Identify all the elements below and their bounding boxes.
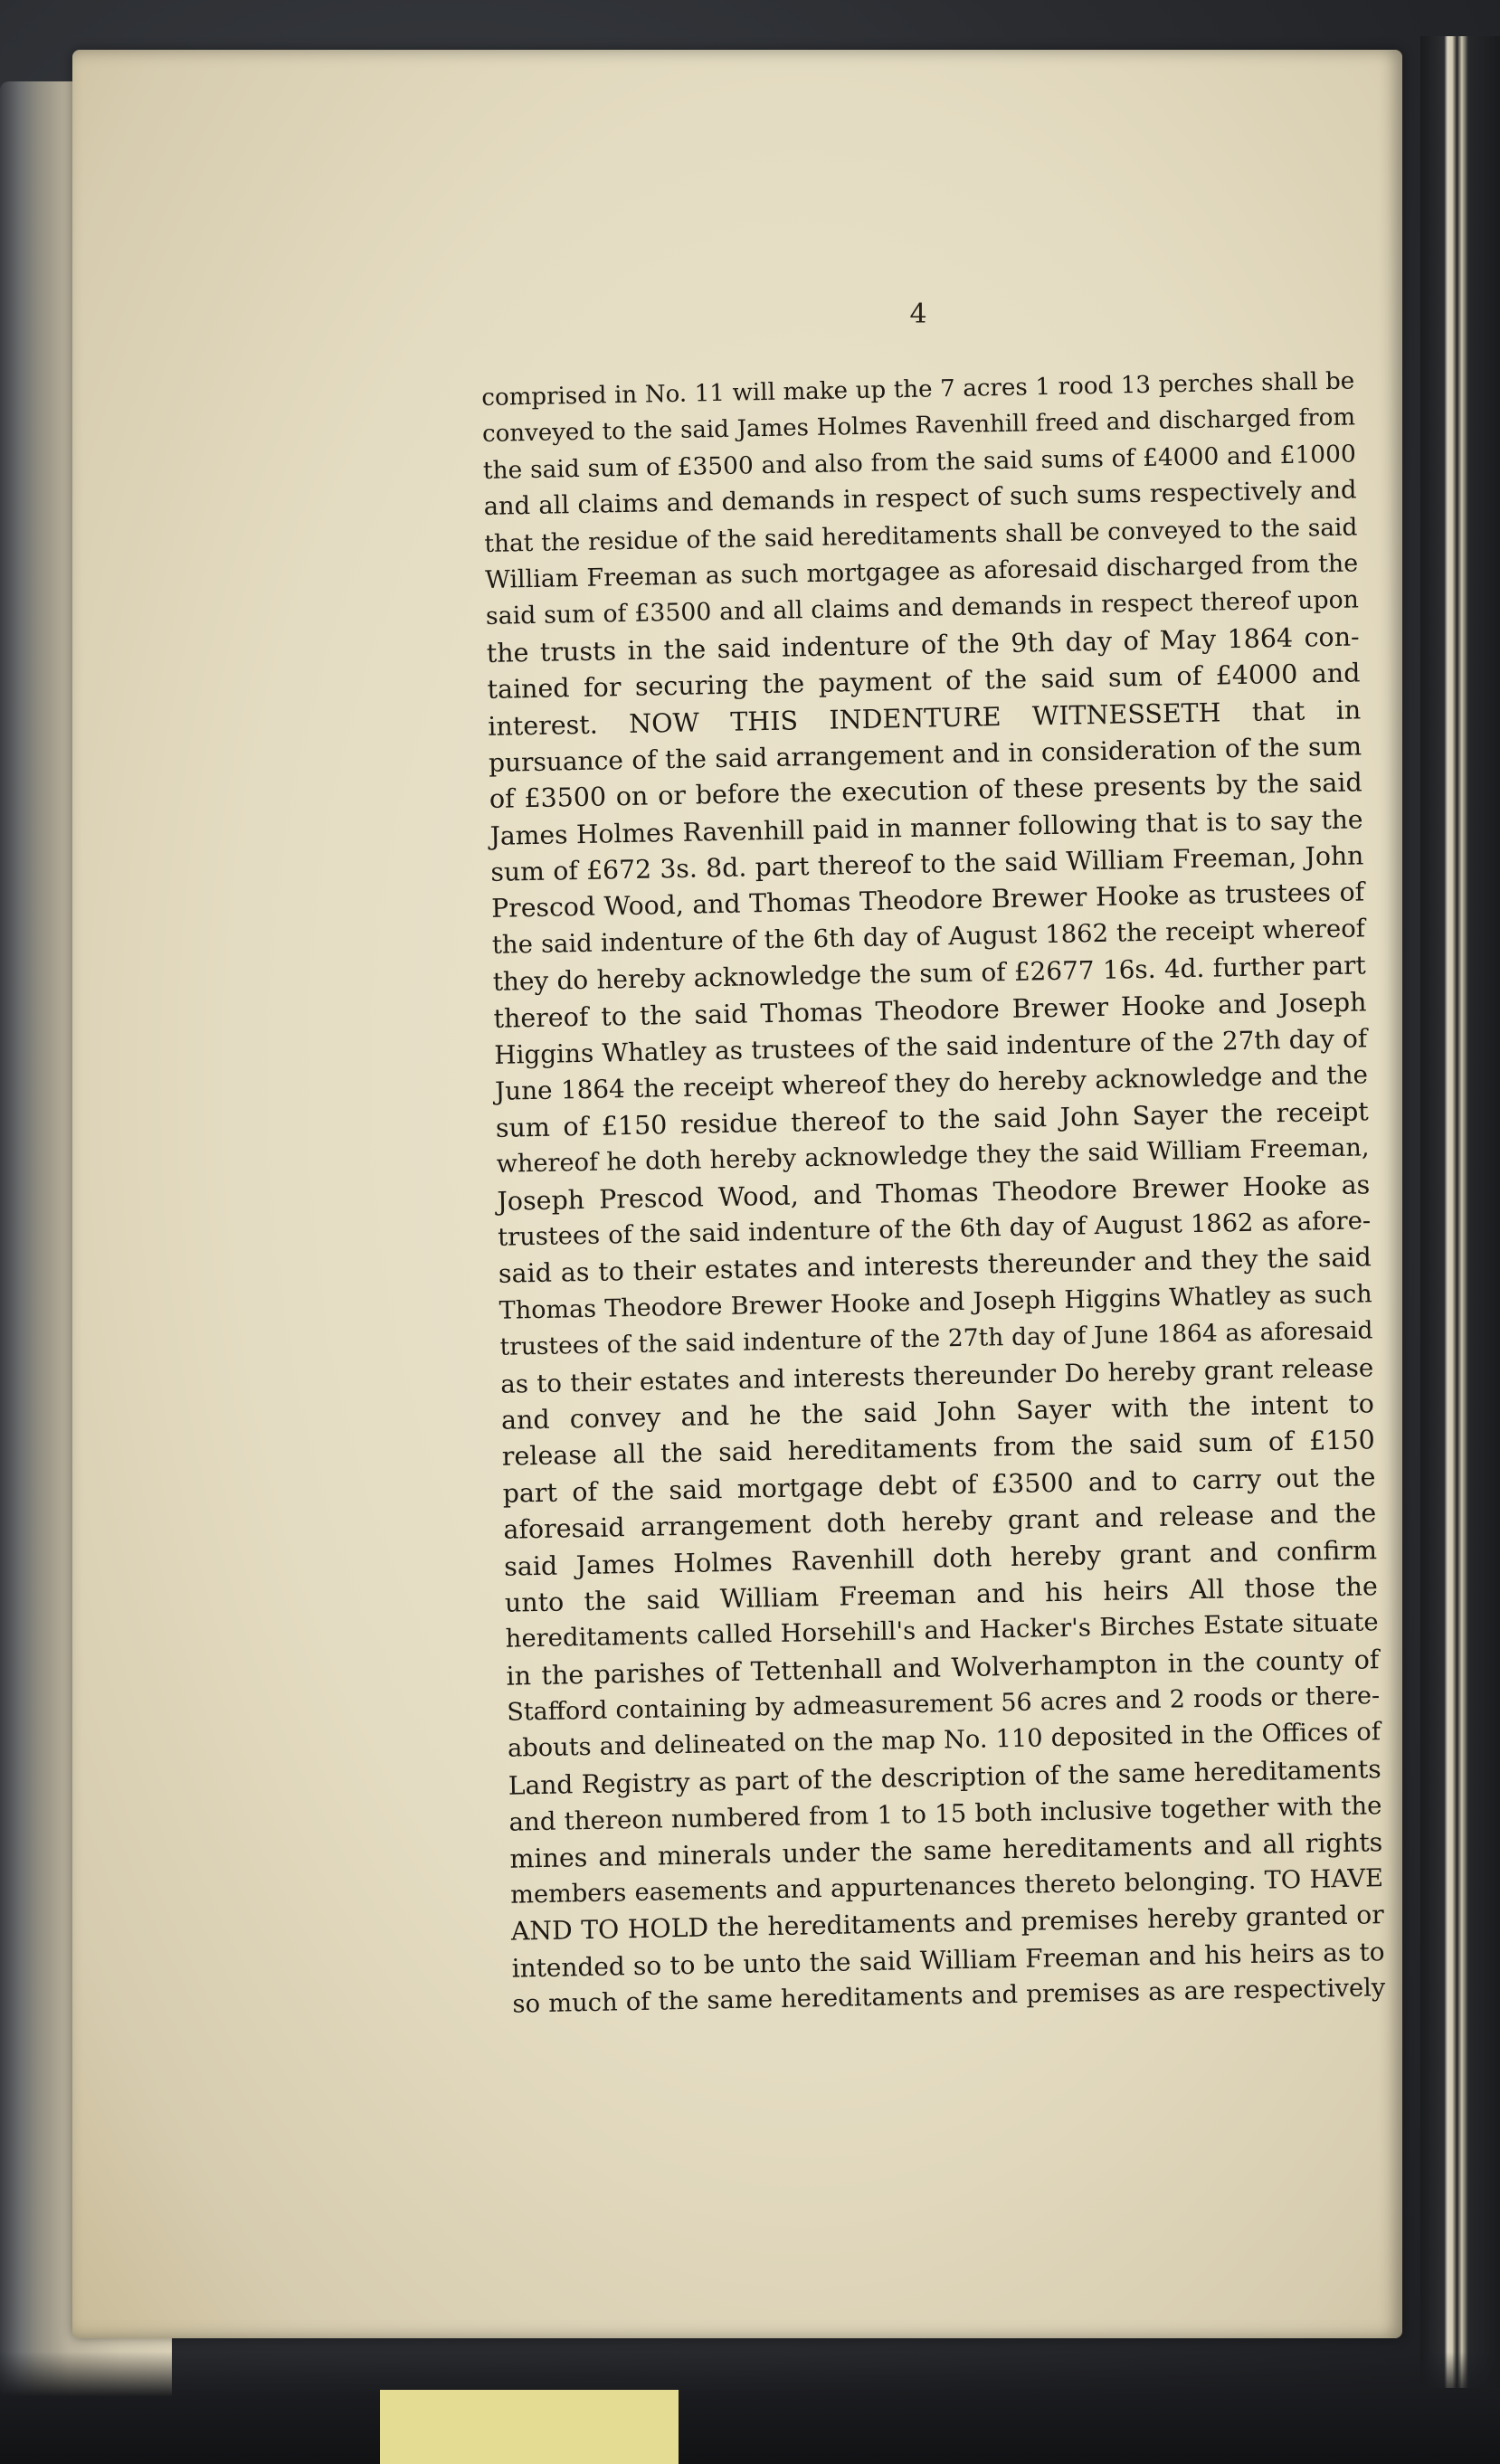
text-line: aforesaid arrangement doth hereby grant and release and the: [503, 1498, 1377, 1545]
text-line: trustees of the said indenture of the 6th day of August 1862 as afore-: [497, 1207, 1372, 1252]
text-line: Thomas Theodore Brewer Hooke and Joseph Higgins Whatley as such: [498, 1280, 1372, 1325]
text-line: Joseph Prescod Wood, and Thomas Theodore Brewer Hooke as: [497, 1169, 1371, 1217]
text-line: June 1864 the receipt whereof they do hereby acknowledge and the: [494, 1059, 1369, 1107]
page-number: 4: [909, 299, 927, 330]
text-line: that the residue of the said hereditaments shall be conveyed to the said: [484, 514, 1358, 558]
text-line: as to their estates and interests thereunder Do hereby grant release: [499, 1351, 1374, 1399]
text-line: part of the said mortgage debt of £3500 and to carry out the: [502, 1461, 1376, 1509]
text-line: sum of £672 3s. 8d. part thereof to the said William Freeman, John: [490, 840, 1364, 887]
text-line: and all claims and demands in respect of such sums respectively and: [483, 476, 1357, 522]
text-line: and convey and he the said John Sayer with the intent to: [500, 1388, 1375, 1436]
text-line: trustees of the said indenture of the 27th day of June 1864 as aforesaid: [499, 1316, 1373, 1361]
text-line: intended so to be unto the said William Freeman and his heirs as to: [511, 1936, 1385, 1984]
text-line: James Holmes Ravenhill paid in manner following that is to say the: [489, 804, 1363, 851]
text-line: the trusts in the said indenture of the 9th day of May 1864 con-: [486, 621, 1360, 668]
text-line: whereof he doth hereby acknowledge they the said William Freeman,: [496, 1133, 1370, 1180]
text-line: interest. NOW THIS INDENTURE WITNESSETH that in: [488, 694, 1362, 742]
text-line: and thereon numbered from 1 to 15 both inclusive together with the: [508, 1790, 1382, 1837]
text-line: unto the said William Freeman and his heirs All those the: [504, 1571, 1379, 1618]
text-line: of £3500 on or before the execution of these presents by the said: [489, 767, 1363, 815]
text-line: hereditaments called Horsehill's and Hacker's Birches Estate situate: [505, 1608, 1379, 1654]
text-line: so much of the same hereditaments and premises as are respectively: [512, 1974, 1386, 2019]
text-line: release all the said hereditaments from the said sum of £150: [501, 1425, 1375, 1473]
text-line: mines and minerals under the same hereditaments and all rights: [509, 1826, 1383, 1874]
text-line: abouts and delineated on the map No. 110 deposited in the Offices of: [507, 1718, 1381, 1764]
text-line: conveyed to the said James Holmes Ravenhill freed and discharged from: [481, 403, 1356, 449]
paper-tab: [380, 2390, 679, 2464]
text-line: Stafford containing by admeasurement 56 acres and 2 roods or there-: [506, 1682, 1381, 1727]
text-line: Land Registry as part of the description of the same hereditaments: [508, 1754, 1381, 1801]
text-line: Prescod Wood, and Thomas Theodore Brewer Hooke as trustees of: [490, 877, 1365, 924]
bottom-shadow: [0, 2352, 1500, 2464]
text-line: comprised in No. 11 will make up the 7 acres 1 rood 13 perches shall be: [481, 367, 1355, 412]
text-line: thereof to the said Thomas Theodore Brewer Hooke and Joseph: [493, 986, 1367, 1034]
text-line: said James Holmes Ravenhill doth hereby grant and confirm: [503, 1534, 1378, 1582]
text-line: the said sum of £3500 and also from the said sums of £4000 and £1000: [482, 440, 1357, 485]
text-line: members easements and appurtenances thereto belonging. TO HAVE: [509, 1864, 1384, 1910]
book-binding-edge: [1420, 36, 1500, 2388]
body-text: [481, 363, 1386, 2023]
text-line: Higgins Whatley as trustees of the said indenture of the 27th day of: [494, 1023, 1368, 1070]
text-line: tained for securing the payment of the said sum of £4000 and: [487, 658, 1361, 706]
text-line: in the parishes of Tettenhall and Wolverhampton in the county of: [506, 1644, 1380, 1692]
text-line: AND TO HOLD the hereditaments and premises hereby granted or: [510, 1900, 1385, 1948]
text-line: said as to their estates and interests thereunder and they the said: [498, 1242, 1372, 1290]
text-line: said sum of £3500 and all claims and demands in respect thereof upon: [485, 585, 1360, 631]
text-line: William Freeman as such mortgagee as aforesaid discharged from the: [484, 549, 1359, 594]
text-line: the said indenture of the 6th day of August 1862 the receipt whereof: [491, 915, 1366, 960]
text-line: sum of £150 residue thereof to the said John Sayer the receipt: [495, 1096, 1370, 1143]
text-line: they do hereby acknowledge the sum of £2677 16s. 4d. further part: [492, 950, 1366, 998]
text-line: pursuance of the said arrangement and in consideration of the sum: [488, 731, 1362, 778]
